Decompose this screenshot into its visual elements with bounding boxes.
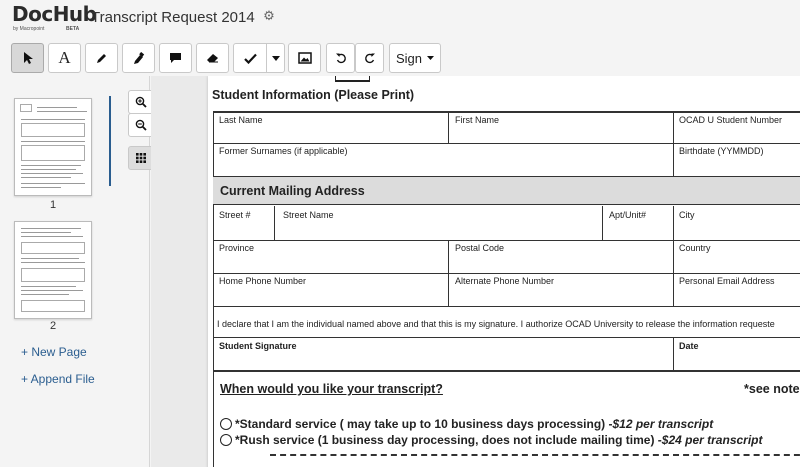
grid-icon [136,153,146,163]
logo-text: DocHub [12,2,97,26]
first-name-field[interactable]: First Name [455,115,500,125]
page-top-tab [335,76,370,82]
apt-unit-field[interactable]: Apt/Unit# [609,210,647,220]
grid-line [213,337,800,338]
grid-line [213,111,800,113]
document-title[interactable]: Transcript Request 2014 [91,9,255,26]
check-tool-main[interactable] [234,53,266,64]
caret-down-icon [427,56,434,60]
country-field[interactable]: Country [679,243,711,253]
eraser-tool-button[interactable] [196,43,229,73]
standard-service-price: $12 per transcript [612,417,714,431]
check-tool-button[interactable] [233,43,285,73]
gear-icon[interactable]: ⚙ [263,8,275,23]
zoom-out-icon [135,119,147,131]
selected-page-indicator [109,96,111,186]
student-number-field[interactable]: OCAD U Student Number [679,115,783,125]
page-number-2: 2 [49,320,57,332]
street-name-field[interactable]: Street Name [283,210,334,220]
see-note-text: *see note [744,382,800,396]
rush-service-option[interactable] [220,433,763,447]
cursor-icon [22,51,34,65]
highlighter-tool-button[interactable] [122,43,155,73]
page-thumbnail-panel [0,76,150,467]
highlighter-icon [132,52,145,65]
undo-icon [335,52,347,64]
checkmark-icon [244,53,257,64]
rush-service-radio[interactable] [220,434,232,446]
text-tool-button[interactable]: A [48,43,81,73]
grid-line [673,337,674,370]
caret-down-icon [272,56,280,61]
sign-label: Sign [395,50,423,66]
sign-button[interactable] [389,43,441,73]
rush-service-label: *Rush service (1 business day processing, does not include mailing time) - [235,433,662,447]
grid-line [213,370,800,372]
grid-line [213,240,800,241]
comment-tool-button[interactable] [159,43,192,73]
transcript-question: When would you like your transcript? [220,382,443,396]
zoom-in-icon [135,96,147,108]
email-field[interactable]: Personal Email Address [679,276,775,286]
mailing-address-header [213,176,800,205]
new-page-link[interactable]: + New Page [21,345,87,359]
city-field[interactable]: City [679,210,695,220]
image-icon [298,52,312,64]
comment-icon [169,52,182,64]
undo-button[interactable] [326,43,355,73]
logo-subtext: by Macropoint [13,26,45,32]
home-phone-field[interactable]: Home Phone Number [219,276,307,286]
declaration-text: I declare that I am the individual named above and that this is my signature. I authorize OCAD University to release the information requeste [217,319,775,329]
rush-service-price: $24 per transcript [661,433,763,447]
postal-code-field[interactable]: Postal Code [455,243,505,253]
page-number-1: 1 [49,199,57,211]
dashed-divider [270,454,800,456]
eraser-icon [206,52,220,64]
grid-line [448,112,449,143]
toolbar [0,42,800,76]
redo-button[interactable] [355,43,384,73]
province-field[interactable]: Province [219,243,255,253]
grid-line [213,111,214,467]
grid-line [602,206,603,240]
dochub-logo[interactable] [12,2,97,32]
grid-line [673,206,674,306]
student-info-title: Student Information (Please Print) [212,88,415,102]
document-page [208,76,800,467]
student-signature-field[interactable]: Student Signature [219,341,297,351]
document-viewport [151,76,800,467]
page-thumbnail-2[interactable] [14,221,92,319]
former-surnames-field[interactable]: Former Surnames (if applicable) [219,146,348,156]
standard-service-label: *Standard service ( may take up to 10 business days processing) - [235,417,613,431]
alt-phone-field[interactable]: Alternate Phone Number [455,276,555,286]
pencil-icon [95,52,108,65]
append-file-link[interactable]: + Append File [21,372,95,386]
standard-service-radio[interactable] [220,418,232,430]
pencil-tool-button[interactable] [85,43,118,73]
image-tool-button[interactable] [288,43,321,73]
page-thumbnail-1[interactable] [14,98,92,196]
street-number-field[interactable]: Street # [219,210,251,220]
grid-line [213,273,800,274]
grid-line [274,206,275,240]
birthdate-field[interactable]: Birthdate (YYMMDD) [679,146,764,156]
standard-service-option[interactable] [220,417,713,431]
select-tool-button[interactable] [11,43,44,73]
last-name-field[interactable]: Last Name [219,115,263,125]
grid-line [213,306,800,307]
beta-badge: BETA [66,26,80,32]
redo-icon [364,52,376,64]
check-tool-dropdown[interactable] [266,44,284,72]
grid-line [673,112,674,176]
grid-line [213,143,800,144]
mailing-address-title: Current Mailing Address [220,184,365,198]
app-header [0,0,800,40]
date-field[interactable]: Date [679,341,699,351]
